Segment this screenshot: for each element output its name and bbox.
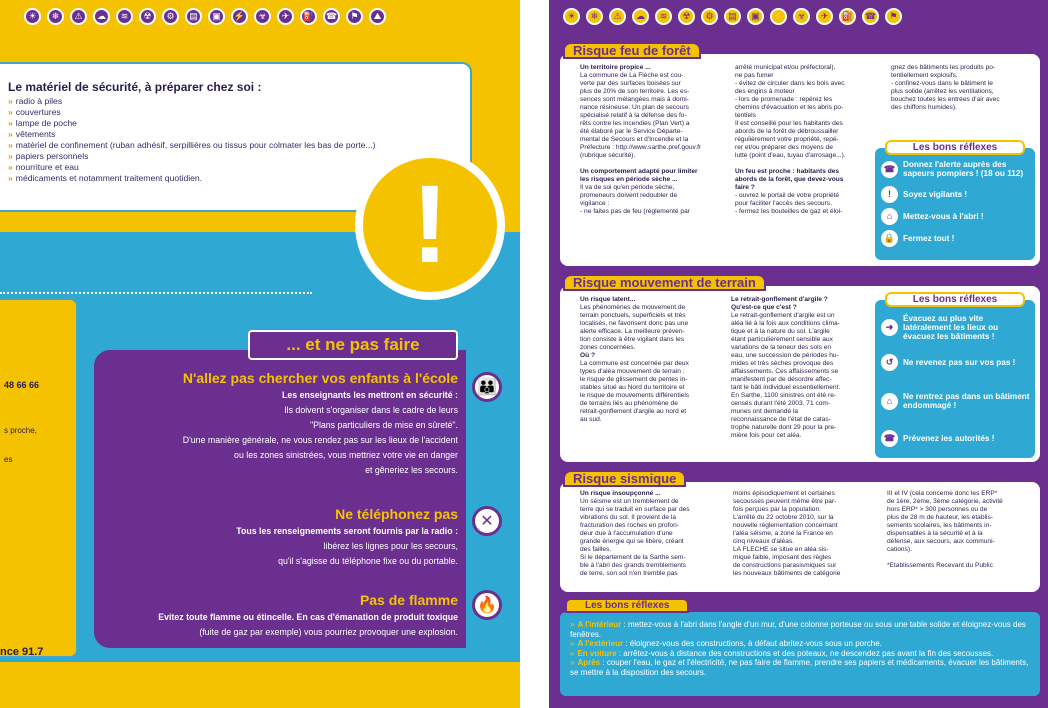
text-line: abords de la forêt de débroussailler [735,128,839,135]
text-line: spécialisé relatif à la défense des fo- [580,112,687,119]
text-line: - ouvrez le portail de votre propriété [735,192,840,199]
text-line: plus de 20% de son territoire. Les es- [580,88,690,95]
text-line: cations). [887,546,912,553]
text-line: - évitez de circuler dans les bois avec [735,80,845,87]
risk-icon: ☁ [93,8,110,25]
text-line: les nouveaux bâtiments de catégorie [733,570,841,577]
text-line: Le retrait-gonflement d'argile ? [731,296,828,303]
text-line: tentiellement explosifs, [891,72,958,79]
text-line: censés durant l'été 2003. 71 com- [731,400,831,407]
text-line: chemins d'évacuation et les abris po- [735,104,844,111]
reflex-item: » Après : couper l'eau, le gaz et l'électricité, ne pas faire de flamme, prendre ses papiers et médicaments, évacuer les bâtiments, se mettre à la disposition des secours. [570,658,1029,677]
text-line: Où ? [580,352,596,359]
text-line: vigilance : [580,200,610,207]
risk-icon: ≋ [116,8,133,25]
text-line: les risques en période sèche ... [580,176,678,183]
text-line: rer et/ou préparer des moyens de [735,144,833,151]
reflexes-header: Les bons réflexes [885,292,1025,307]
text-line: Un risque insoupçonné ... [580,490,661,497]
risk-icon: ❄ [47,8,64,25]
risk-icon: ⚑ [346,8,363,25]
alert-icon: ☎ [881,161,898,178]
reflex-item: ! Soyez vigilants ! [881,186,1031,203]
rule-phone: Ne téléphonez pas Tous les renseignements seront fournis par la radio : libérez les lignes pour les secours, qu'il s'agisse du téléphone fixe ou du portable. [236,506,458,566]
text-line: pour faciliter l'accès des secours, [735,200,832,207]
rule-title: Pas de flamme [359,592,458,608]
text-line: retrait-gonflement d'argile au nord et [580,408,687,415]
fire-column-1 [580,64,728,216]
section-title: Risque mouvement de terrain [563,274,766,291]
ground-column-2 [731,296,871,440]
reflex-item: 🔒 Fermez tout ! [881,230,1031,247]
side-text: s proche, [4,426,37,435]
risk-icon: ≋ [655,8,672,25]
section-title: Risque feu de forêt [563,42,701,59]
text-line: ble à l'abri des grands tremblements [580,562,687,569]
text-line: tique et à la nature du sol. L'argile [731,328,830,335]
text-line: - ne faites pas de feu (réglementé par [580,208,690,215]
seismic-column-1 [580,490,726,578]
text-line: - fermez les bouteilles de gaz et éloi- [735,208,843,215]
reflexes-header: Les bons réflexes [885,140,1025,155]
rule-title: Ne téléphonez pas [335,506,458,522]
text-line: nance résineuse. Un plan de secours [580,104,689,111]
text-line: verte par des surfaces boisées sur [580,80,681,87]
side-text: es [4,455,13,464]
text-line: Un territoire propice ... [580,64,651,71]
text-line: gnez des bâtiments les produits po- [891,64,996,71]
seismic-column-2 [733,490,879,578]
text-line: hors ERP* > 300 personnes ou de [887,506,988,513]
risk-icon: ☣ [793,8,810,25]
risk-icon: ❄ [586,8,603,25]
text-line: deur due à l'accumulation d'une [580,530,673,537]
risk-icon: ⚡ [231,8,248,25]
text-line: dispensables à la sécurité et à la [887,530,983,537]
text-line: manifestent par de désordre affec- [731,376,832,383]
text-line: La commune est concernée par deux [580,360,689,367]
text-line: promeneurs doivent redoubler de [580,192,678,199]
risk-icon: ✈ [816,8,833,25]
rule-title: N'allez pas chercher vos enfants à l'école [182,370,458,386]
risk-icon: ⚠ [609,8,626,25]
list-item: » couvertures [8,107,61,117]
contacts-box [0,298,78,658]
ground-column-1 [580,296,724,424]
rule-children: N'allez pas chercher vos enfants à l'école Les enseignants les mettront en sécurité : Ils doivent s'organiser dans le cadre de leurs "Plans particuliers de mise en sûreté". D'une manière générale, ne vous rendez pas sur les lieux de l'accident ou les zones sinistrées, vous mettriez votre vie en danger et gêneriez les secours. [182,370,458,475]
reflex-item: » A l'intérieur : mettez-vous à l'abri dans l'angle d'un mur, d'une colonne porteuse ou sous une table solide et éloignez-vous des fenêtres. [570,620,1026,639]
text-line: variations de la teneur des sols en [731,344,832,351]
reflexes-header: Les bons réflexes [565,598,689,613]
text-line: de terre, son sol n'en tremble pas [580,570,678,577]
risk-icon: ☀ [24,8,41,25]
text-line: fois perçues par la population. [733,506,821,513]
risk-icon: ☢ [678,8,695,25]
rule-flame: Pas de flamme Evitez toute flamme ou étincelle. En cas d'émanation de produit toxique (fuite de gaz par exemple) vous pourriez provoquer une explosion. [158,592,458,637]
text-line: vibrations du sol. Il provient de la [580,514,677,521]
text-line: Il est conseillé pour les habitants des [735,120,843,127]
text-line [735,160,883,168]
text-line: secousses peuvent même être par- [733,498,837,505]
reflex-item: ☎ Donnez l'alerte auprès des sapeurs pompiers ! (18 ou 112) [881,160,1031,178]
risk-icon: ⛽ [839,8,856,25]
text-line: III et IV (cela concerne donc les ERP* [887,490,998,497]
text-line: de constructions parasismiques sur [733,562,837,569]
text-line: - confinez-vous dans le bâtiment le [891,80,993,87]
text-line: des failles. [580,546,612,553]
text-line: de 1ère, 2ème, 3ème catégorie, activité [887,498,1003,505]
text-line: alerte efficace. La meilleure préven- [580,328,685,335]
text-line: terrain ponctuels, superficiels et très [580,312,686,319]
authorities-icon: ☎ [881,430,898,447]
evacuate-icon: ➜ [881,319,898,336]
right-page [549,0,1048,708]
risk-icon: ▣ [747,8,764,25]
text-line: sements scolaires, les bâtiments in- [887,522,992,529]
text-line: plus solide (arrêtez les ventilations, [891,88,994,95]
section-header: ... et ne pas faire [248,330,458,360]
no-flame-icon: 🔥 [472,590,502,620]
left-page [0,0,520,708]
risk-icon: ▣ [208,8,225,25]
text-line: grande énergie qui se libère, créant [580,538,684,545]
seismic-reflexes-panel [560,612,1040,696]
reflex-item: » En voiture : arrêtez-vous à distance des constructions et des poteaux, ne descendez pas avant la fin des secousses. [570,648,994,658]
text-line: mique faible, imposant des règles [733,554,832,561]
text-line: eau, une succession de périodes hu- [731,352,839,359]
text-line: tion consiste à être vigilant dans les [580,336,685,343]
lock-icon: 🔒 [881,230,898,247]
text-line: En Sarthe, 1100 sinistres ont été re- [731,392,837,399]
text-line: arrêté municipal et/ou préfectoral), [735,64,836,71]
text-line: mides et très sèches provoque des [731,360,834,367]
text-line [580,160,728,168]
list-item: » nourriture et eau [8,162,79,172]
risk-icon: ▤ [724,8,741,25]
text-line: *Etablissements Recevant du Public [887,562,993,569]
text-line: localisés, ne favorisent donc pas une [580,320,689,327]
reflex-item: ⌂ Mettez-vous à l'abri ! [881,208,1031,225]
text-line: L'arrêté du 22 octobre 2010, sur la [733,514,834,521]
text-line: tant le bâti individuel essentiellement. [731,384,841,391]
left-icon-row [24,8,386,25]
text-line: La commune de La Flèche est cou- [580,72,684,79]
risk-icon: ⛰ [369,8,386,25]
text-line: LA FLECHE se situe en aléa sis- [733,546,829,553]
risk-icon: ☢ [139,8,156,25]
text-line: tentiels [735,112,756,119]
text-line: Un risque latent... [580,296,636,303]
risk-icon: ⚙ [701,8,718,25]
reflex-item: ↺ Ne revenez pas sur vos pas ! [881,354,1031,371]
text-line: moins épisodiquement et certaines [733,490,835,497]
text-line: faire ? [735,184,755,191]
text-line: Qu'est-ce que c'est ? [731,304,797,311]
no-phone-icon: ✕ [472,506,502,536]
text-line: défense, aux secours, aux communi- [887,538,995,545]
text-line: types d'aléa mouvement de terrain : [580,368,685,375]
text-line: plus de 28 m de hauteur, les établis- [887,514,993,521]
text-line: Le retrait-gonflement d'argile est un [731,312,835,319]
text-line [887,554,1033,562]
text-line: régulièrement votre propriété, repé- [735,136,839,143]
text-line: Un feu est proche : habitants des [735,168,840,175]
list-item: » papiers personnels [8,151,89,161]
text-line: le risque de mouvements différentiels [580,392,690,399]
text-line: Un séisme est un tremblement de [580,498,679,505]
exclamation-icon: ! [355,150,505,300]
text-line: cinq niveaux d'aléas. [733,538,795,545]
risk-icon: ☣ [254,8,271,25]
seismic-column-3 [887,490,1033,570]
radio-frequency: nce 91.7 [0,646,44,658]
text-line: rêts contre les incendies (Plan Vert) a [580,120,690,127]
list-item: » médicaments et notamment traitement quotidien. [8,173,203,183]
risk-icon: ☎ [862,8,879,25]
text-line: des chiffons humides). [891,104,957,111]
reflex-item: » A l'extérieur : éloignez-vous des constructions, à défaut abritez-vous sous un porche. [570,639,882,648]
phone-number: 48 66 66 [4,380,40,390]
dotted-divider [0,292,312,294]
text-line: fracturation des roches en profon- [580,522,679,529]
risk-icon: ☁ [632,8,649,25]
text-line: étant particulièrement sensible aux [731,336,833,343]
text-line: l'aléa séisme, a zoné la France en [733,530,833,537]
text-line: abords de la forêt, que devez-vous [735,176,844,183]
text-line: Les phénomènes de mouvement de [580,304,686,311]
text-line: zones concernées. [580,344,636,351]
text-line: mental de Secours et d'Incendie et la [580,136,689,143]
safety-title: Le matériel de sécurité, à préparer chez soi : [8,80,262,94]
text-line: au sud. [580,416,602,423]
risk-icon: ☀ [563,8,580,25]
section-title: Risque sismique [563,470,686,487]
risk-icon: ▤ [185,8,202,25]
list-item: » lampe de poche [8,118,77,128]
text-line: trophe naturelle dont 29 pour la pre- [731,424,837,431]
text-line: de terrains liés au phénomène de [580,400,678,407]
text-line: Il va de soi qu'en période sèche, [580,184,675,191]
text-line: Un comportement adapté pour limiter [580,168,698,175]
reflex-item: ⌂ Ne rentrez pas dans un bâtiment endommagé ! [881,392,1031,410]
text-line: munes ont demandé la [731,408,799,415]
list-item: » vêtements [8,129,56,139]
risk-icon: ⚠ [70,8,87,25]
text-line: Si le département de la Sarthe sem- [580,554,686,561]
fire-column-3 [891,64,1033,112]
text-line: stables situé au Nord du territoire et [580,384,685,391]
text-line: ne pas fumer [735,72,774,79]
fire-column-2 [735,64,883,216]
text-line: bouchez toutes les entrées d'air avec [891,96,1000,103]
list-item: » matériel de confinement (ruban adhésif, serpillières ou tissus pour colmater les bas de porte...) [8,140,376,150]
text-line: (rubrique sécurité). [580,152,636,159]
right-icon-row [563,8,902,25]
text-line: le risque de glissement de pentes in- [580,376,688,383]
text-line: affaissements. Ces affaissements se [731,368,839,375]
list-item: » radio à piles [8,96,63,106]
text-line: sences sont mélangées mais à domi- [580,96,689,103]
text-line: été élaboré par le Service Départe- [580,128,683,135]
reflex-item: ➜ Évacuez au plus vite latéralement les lieux ou évacuez les bâtiments ! [881,314,1031,341]
text-line: nouvelle réglementation concernant [733,522,838,529]
risk-icon: ⚑ [885,8,902,25]
text-line: reconnaissance de l'état de catas- [731,416,831,423]
risk-icon: ⚙ [162,8,179,25]
text-line: mière fois pour cet aléa. [731,432,802,439]
shelter-icon: ⌂ [881,208,898,225]
no-return-icon: ↺ [881,354,898,371]
risk-icon: ⛽ [300,8,317,25]
text-line: - lors de promenade : repérez les [735,96,833,103]
text-line: Préfecture : http://www.sarthe.pref.gouv.fr [580,144,702,151]
text-line: terre qui se traduit en surface par des [580,506,690,513]
text-line: lutte (point d'eau, tuyau d'arrosage...). [735,152,846,159]
text-line: aléa lié à la fois aux conditions clima- [731,320,840,327]
risk-icon: ✈ [277,8,294,25]
risk-icon: ⚡ [770,8,787,25]
vigilant-icon: ! [881,186,898,203]
reflex-item: ☎ Prévenez les autorités ! [881,430,1031,447]
damaged-building-icon: ⌂ [881,393,898,410]
family-icon: 👪 [472,372,502,402]
text-line: des engins à moteur [735,88,795,95]
risk-icon: ☎ [323,8,340,25]
